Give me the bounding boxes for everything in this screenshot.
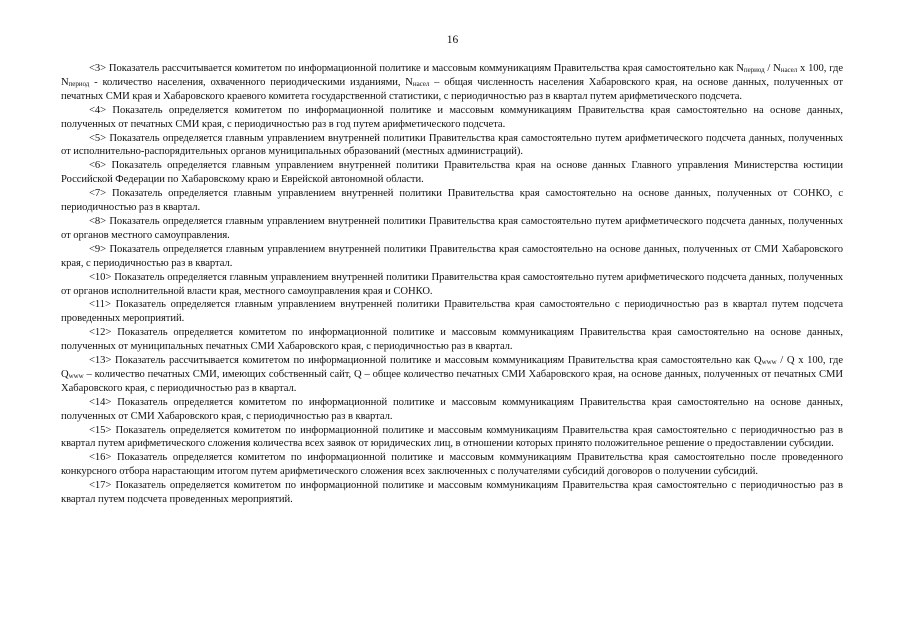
- subscript-www: www: [68, 371, 84, 380]
- subscript-period: период: [68, 79, 90, 88]
- footnote-7: <7> Показатель определяется главным управлением внутренней политики Правительства края самостоятельно на основе данных, полученных от СОНКО, с периодичностью раз в квартал.: [61, 188, 843, 214]
- footnote-12: <12> Показатель определяется комитетом по информационной политике и массовым коммуникациям Правительства края самостоятельно на основе данных, полученных от муниципальных печатных СМИ Хабаровского края, с периодичностью раз в квартал.: [61, 327, 843, 353]
- footnote-3-text: х 100, где N: [61, 63, 843, 88]
- footnote-6: <6> Показатель определяется главным управлением внутренней политики Правительства края на основе данных Главного управления Министерства юстиции Российской Федерации по Хабаровскому краю и Еврейской автономной области.: [61, 160, 843, 186]
- subscript-www: www: [761, 358, 777, 367]
- footnote-9: <9> Показатель определяется главным управлением внутренней политики Правительства края самостоятельно на основе данных, полученных от СМИ Хабаровского края, с периодичностью раз в квартал.: [61, 243, 843, 269]
- footnote-11: <11> Показатель определяется главным управлением внутренней политики Правительства края самостоятельно с периодичностью раз в квартал путем подсчета проведенных мероприятий.: [61, 299, 843, 325]
- footnote-3: [61, 62, 843, 104]
- footnote-16: <16> Показатель определяется комитетом по информационной политике и массовым коммуникациям Правительства края самостоятельно после проведенного конкурсного отбора нарастающим итогом путем арифметического сложения всех заключенных с получателями субсидий договоров о получении субсидий.: [61, 452, 843, 478]
- footnote-14: <14> Показатель определяется комитетом по информационной политике и массовым коммуникациям Правительства края самостоятельно на основе данных, полученных от СМИ Хабаровского края, с периодичностью раз в квартал.: [61, 396, 843, 422]
- footnote-3-text: / N: [764, 63, 781, 74]
- subscript-period: период: [743, 66, 765, 74]
- footnote-13-text: <13> Показатель рассчитывается комитетом по информационной политике и массовым коммуникациям Правительства края самостоятельно как Q: [89, 355, 762, 367]
- subscript-nasel: насел: [780, 66, 798, 74]
- footnote-3-text: – общая численность населения Хабаровского края, на основе данных, полученных от печатных СМИ края и Хабаровского краевого комитета государственной статистики, с периодичностью раз в квартал путем арифметического подсчета.: [61, 76, 843, 102]
- footnote-13: [61, 354, 843, 396]
- footnotes-list: [61, 62, 843, 507]
- footnote-4: <4> Показатель определяется комитетом по информационной политике и массовым коммуникациям Правительства края самостоятельно на основе данных, полученных от печатных СМИ края, с периодичностью раз в год путем арифметического подсчета.: [61, 104, 843, 130]
- footnote-3-text: - количество населения, охваченного периодическими изданиями, N: [89, 76, 413, 88]
- footnote-8: <8> Показатель определяется главным управлением внутренней политики Правительства края самостоятельно путем арифметического подсчета данных, полученных от органов местного самоуправления.: [61, 215, 843, 241]
- footnote-13-text: – количество печатных СМИ, имеющих собственный сайт, Q – общее количество печатных СМИ Хабаровского края, на основе данных, полученных от печатных СМИ Хабаровского края, с периодичностью раз в квартал.: [61, 368, 843, 394]
- footnote-10: <10> Показатель определяется главным управлением внутренней политики Правительства края самостоятельно путем арифметического подсчета данных, полученных от органов исполнительной власти края, местного самоуправления края и СОНКО.: [61, 271, 843, 297]
- footnote-13-text: / Q х 100, где Q: [61, 355, 843, 380]
- page-number: 16: [446, 34, 459, 46]
- subscript-nasel: насел: [412, 79, 430, 88]
- footnote-5: <5> Показатель определяется главным управлением внутренней политики Правительства края самостоятельно путем арифметического подсчета данных, полученных от исполнительно-распорядительных органов муниципальных образований (местных администраций).: [61, 132, 843, 158]
- footnote-3-text: <3> Показатель рассчитывается комитетом по информационной политике и массовым коммуникациям Правительства края самостоятельно как N: [89, 63, 744, 74]
- footnote-15: <15> Показатель определяется комитетом по информационной политике и массовым коммуникациям Правительства края самостоятельно с периодичностью раз в квартал путем арифметического сложения количества всех заявок от юридических лиц, в отношении которых принято положительное решение о предоставлении субсидии.: [61, 424, 843, 450]
- footnote-17: <17> Показатель определяется комитетом по информационной политике и массовым коммуникациям Правительства края самостоятельно с периодичностью раз в квартал путем подсчета проведенных мероприятий.: [61, 480, 843, 506]
